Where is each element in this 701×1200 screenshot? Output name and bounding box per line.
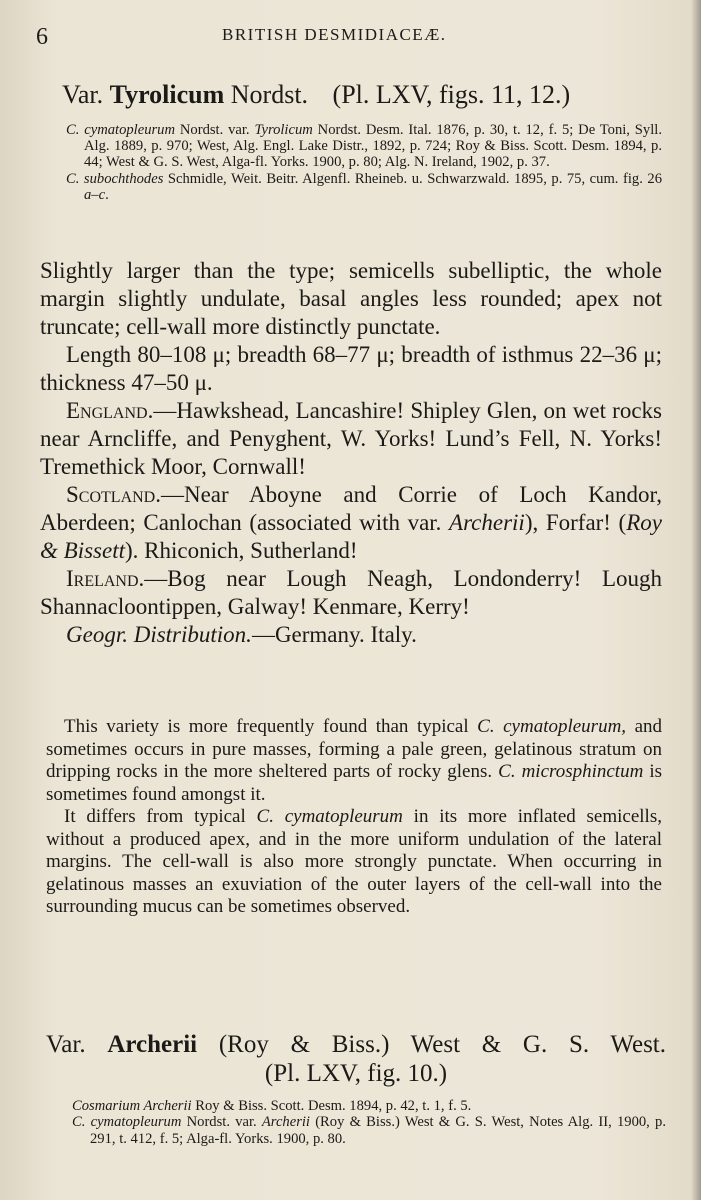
synonym-text: Nordst. var. xyxy=(175,122,255,138)
region-label: England xyxy=(66,398,148,423)
locality-text: ), Forfar! ( xyxy=(524,510,627,535)
taxon-name: C. subochthodes xyxy=(66,170,164,187)
note-paragraph xyxy=(46,716,662,806)
notes-block xyxy=(46,716,662,919)
synonymy-block xyxy=(66,122,662,203)
distribution-text: —Germany. Italy. xyxy=(251,622,417,647)
note-text: is sometimes found amongst it. xyxy=(46,761,662,805)
taxon-name: C. cymatopleurum xyxy=(72,1114,182,1131)
locality-scotland xyxy=(40,481,662,565)
locality-text: .—Hawkshead, Lancashire! Shipley Glen, on wet rocks near Arncliffe, and Penyghent, W. Yorks! Lund’s Fell, N. Yorks! Tremethick Moor, Cornwall! xyxy=(40,398,662,479)
plate-reference: (Pl. LXV, fig. 10.) xyxy=(264,1060,448,1087)
page-number: 6 xyxy=(36,24,48,50)
synonym-text: Roy & Biss. Scott. Desm. 1894, p. 42, t. 1, f. 5. xyxy=(191,1098,472,1114)
plate-reference: (Pl. LXV, figs. 11, 12.) xyxy=(332,80,571,109)
geographic-distribution xyxy=(40,621,662,649)
note-text: This variety is more frequently found than typical xyxy=(64,716,478,737)
locality-ireland xyxy=(40,565,662,621)
variety-heading-line xyxy=(46,1030,666,1059)
running-title: BRITISH DESMIDIACEÆ. xyxy=(222,25,447,44)
figure-letters: a–c xyxy=(84,186,106,203)
variety-heading-tyrolicum xyxy=(62,80,570,110)
synonym-text: Nordst. var. xyxy=(181,1114,262,1131)
note-text: in its more inflated semicells, without a produced apex, and in the more uniform undulation of the lateral margins. The cell-wall is also more strongly punctate. When occurring in gelatinous masses an exuviation of the outer layers of the cell-wall into the surrounding mucus can be sometimes observed. xyxy=(46,806,662,917)
synonym-text: Schmidle, Weit. Beitr. Algenfl. Rheineb. u. Schwarzwald. 1895, p. 75, cum. fig. 26 xyxy=(163,170,662,187)
var-prefix: Var. xyxy=(46,1031,86,1058)
synonym-entry xyxy=(66,171,662,203)
locality-text: ). Rhiconich, Sutherland! xyxy=(124,538,358,563)
description-paragraph: Slightly larger than the type; semicells subelliptic, the whole margin slightly undulate, basal angles less rounded; apex not truncate; cell-wall more distinctly punctate. xyxy=(40,258,662,339)
region-label: Ireland xyxy=(66,566,139,591)
variety-author: Nordst. xyxy=(230,80,309,109)
note-text: It differs from typical xyxy=(64,806,257,827)
distribution-label: Geogr. Distribution. xyxy=(66,622,252,647)
description-block xyxy=(40,257,662,649)
page-gutter-shadow xyxy=(691,0,701,1200)
region-label: Scotland xyxy=(66,482,156,507)
taxon-name: C. microsphinctum xyxy=(498,761,644,782)
variety-heading-archerii xyxy=(46,1030,666,1088)
variety-name: Tyrolicum xyxy=(109,80,225,109)
note-paragraph xyxy=(46,806,662,919)
locality-england xyxy=(40,397,662,481)
synonym-text: (Roy & Biss.) West & G. S. West, Notes Alg. II, 1900, p. 291, t. 412, f. 5; Alga-fl. Yorks. 1900, p. 80. xyxy=(90,1114,666,1147)
synonym-entry xyxy=(72,1114,666,1147)
taxon-name: Tyrolicum xyxy=(254,122,313,138)
var-prefix: Var. xyxy=(62,80,104,109)
collector-names: Roy & Bissett xyxy=(40,510,662,563)
synonym-text: . xyxy=(105,186,109,203)
variety-author: (Roy & Biss.) West & G. S. West. xyxy=(218,1031,667,1058)
locality-text: .—Bog near Lough Neagh, Londonderry! Lough Shannacloontippen, Galway! Kenmare, Kerry! xyxy=(40,566,662,619)
measurements-paragraph: Length 80–108 μ; breadth 68–77 μ; breadth of isthmus 22–36 μ; thickness 47–50 μ. xyxy=(40,342,662,395)
taxon-name: Cosmarium Archerii xyxy=(72,1098,192,1114)
taxon-name: C. cymatopleurum xyxy=(256,806,403,827)
synonym-entry xyxy=(72,1098,666,1114)
taxon-name: C. cymatopleurum xyxy=(66,122,176,138)
taxon-name: C. cymatopleurum, xyxy=(477,716,627,737)
synonym-text: Nordst. Desm. Ital. 1876, p. 30, t. 12, f. 5; De Toni, Syll. Alg. 1889, p. 970; West, Alg. Engl. Lake Distr., 1892, p. 724; Roy & Biss. Scott. Desm. 1894, p. 44; West & G. S. West, Alga-fl. Yorks. 1900, p. 80; Alg. N. Ireland, 1902, p. 37. xyxy=(84,122,662,171)
variety-name: Archerii xyxy=(107,1031,198,1058)
synonymy-block-archerii xyxy=(72,1098,666,1147)
locality-text: .—Near Aboyne and Corrie of Loch Kandor, Aberdeen; Canlochan (associated with var. xyxy=(40,482,662,535)
note-text: and sometimes occurs in pure masses, forming a pale green, gelatinous stratum on dripping rocks in the more sheltered parts of rocky glens. xyxy=(46,716,663,782)
taxon-name: Archerii xyxy=(449,510,525,535)
synonym-entry xyxy=(66,122,662,171)
taxon-name: Archerii xyxy=(261,1114,310,1131)
